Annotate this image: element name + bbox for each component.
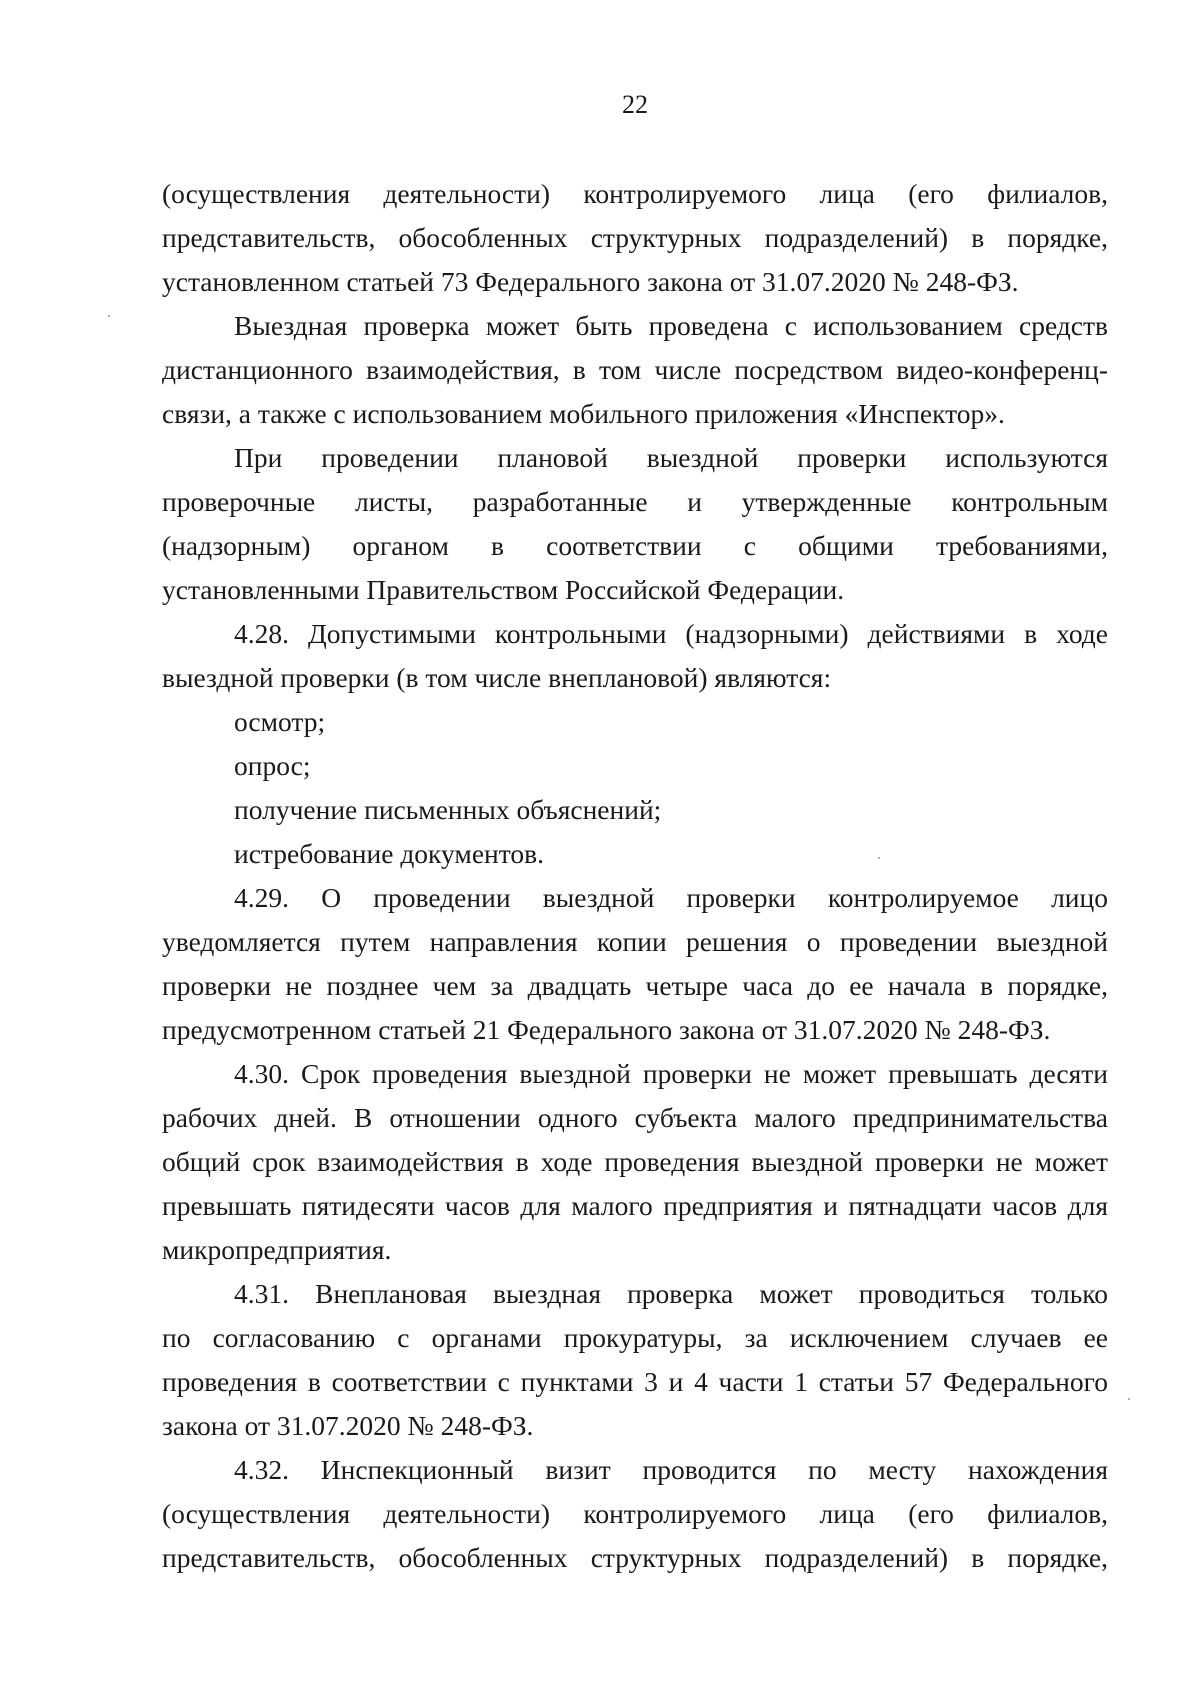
paragraph: [162, 172, 1108, 304]
text-line: закона от 31.07.2020 № 248-ФЗ.: [162, 1410, 534, 1441]
text-line: 4.32. Инспекционный визит проводится по месту нахождения: [234, 1454, 1108, 1485]
scan-speck: [878, 857, 880, 859]
list-item: [162, 788, 1108, 832]
scan-speck: [1128, 1398, 1130, 1400]
text-line: связи, а также с использованием мобильного приложения «Инспектор».: [162, 398, 1005, 429]
paragraph: [162, 304, 1108, 436]
text-line: проведения в соответствии с пунктами 3 и 4 части 1 статьи 57 Федерального: [162, 1366, 1108, 1397]
text-line: 4.29. О проведении выездной проверки контролируемое лицо: [234, 882, 1108, 913]
text-line: представительств, обособленных структурных подразделений) в порядке,: [162, 1542, 1108, 1573]
text-line: общий срок взаимодействия в ходе проведения выездной проверки не может: [162, 1146, 1108, 1177]
text-line: истребование документов.: [234, 838, 545, 869]
text-line: установленными Правительством Российской Федерации.: [162, 574, 845, 605]
text-line: проверки не позднее чем за двадцать четыре часа до ее начала в порядке,: [162, 970, 1108, 1001]
text-line: Выездная проверка может быть проведена с использованием средств: [234, 310, 1108, 341]
page-number: 22: [622, 90, 648, 119]
text-line: проверочные листы, разработанные и утвержденные контрольным: [162, 486, 1108, 517]
text-line: 4.28. Допустимыми контрольными (надзорными) действиями в ходе: [234, 618, 1108, 649]
paragraph: [162, 1052, 1108, 1272]
text-line: дистанционного взаимодействия, в том числе посредством видео-конференц-: [162, 354, 1108, 385]
text-line: представительств, обособленных структурных подразделений) в порядке,: [162, 222, 1108, 253]
text-line: микропредприятия.: [162, 1234, 392, 1265]
paragraph: [162, 1448, 1108, 1580]
list-item: [162, 744, 1108, 788]
text-line: предусмотренном статьей 21 Федерального закона от 31.07.2020 № 248-ФЗ.: [162, 1014, 1051, 1045]
text-line: рабочих дней. В отношении одного субъекта малого предпринимательства: [162, 1102, 1108, 1133]
paragraph: [162, 436, 1108, 612]
list-item: [162, 832, 1108, 876]
paragraph: [162, 876, 1108, 1052]
list-item: [162, 700, 1108, 744]
paragraph: [162, 612, 1108, 700]
text-line: (осуществления деятельности) контролируемого лица (его филиалов,: [162, 1498, 1108, 1529]
text-line: (надзорным) органом в соответствии с общими требованиями,: [162, 530, 1108, 561]
text-line: 4.30. Срок проведения выездной проверки не может превышать десяти: [234, 1058, 1108, 1089]
text-line: получение письменных объяснений;: [234, 794, 662, 825]
text-line: (осуществления деятельности) контролируемого лица (его филиалов,: [162, 178, 1108, 209]
text-line: опрос;: [234, 750, 311, 781]
text-line: установленном статьей 73 Федерального закона от 31.07.2020 № 248-ФЗ.: [162, 266, 1019, 297]
document-body: [162, 172, 1108, 1580]
text-line: по согласованию с органами прокуратуры, за исключением случаев ее: [162, 1322, 1108, 1353]
text-line: При проведении плановой выездной проверки используются: [234, 442, 1108, 473]
scan-speck: [108, 315, 110, 317]
text-line: уведомляется путем направления копии решения о проведении выездной: [162, 926, 1108, 957]
text-line: осмотр;: [234, 706, 326, 737]
paragraph: [162, 1272, 1108, 1448]
text-line: 4.31. Внеплановая выездная проверка может проводиться только: [234, 1278, 1108, 1309]
text-line: выездной проверки (в том числе внеплановой) являются:: [162, 662, 832, 693]
text-line: превышать пятидесяти часов для малого предприятия и пятнадцати часов для: [162, 1190, 1108, 1221]
